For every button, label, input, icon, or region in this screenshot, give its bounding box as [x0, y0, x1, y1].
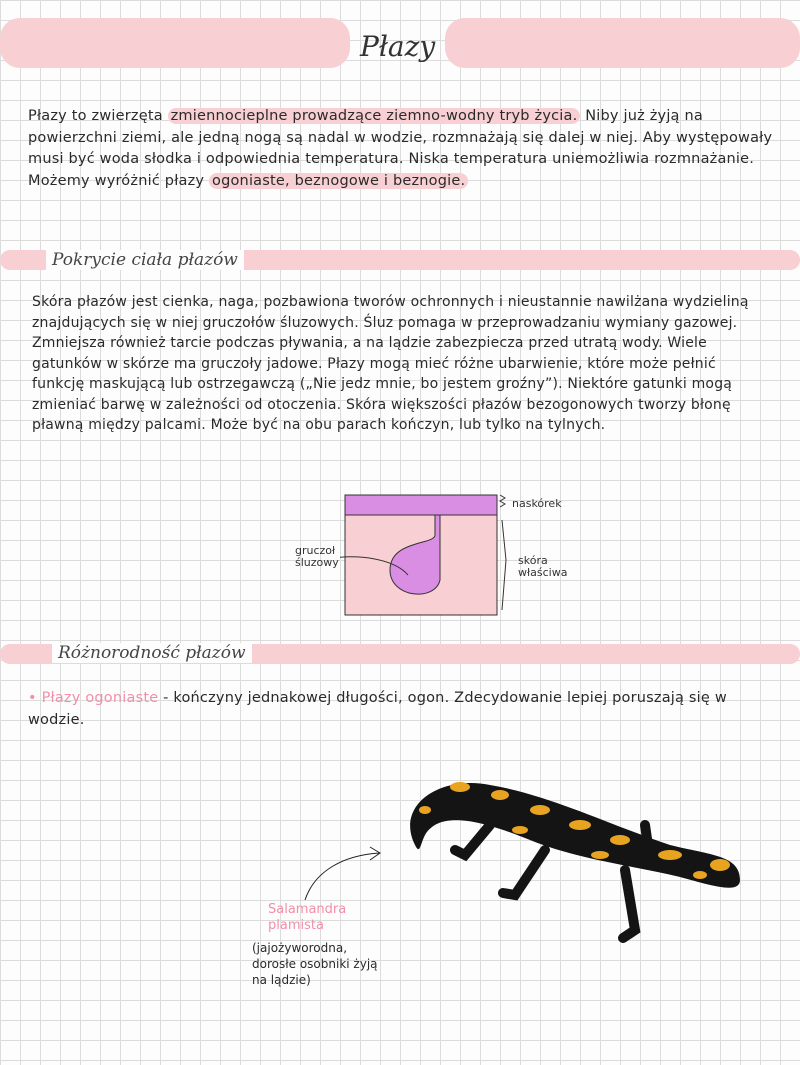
- arrow-icon: [300, 845, 390, 905]
- intro-text-2: Niby już żyją na powierzchni ziemi, ale jedną nogą są nadal w wodzie, rozmnażają się dalej w niej. Aby występowały musi być woda słodka i odpowiednia temperatura. Niska temperatura uniemożliwia rozmnażanie. Możemy wyróżnić płazy: [28, 108, 773, 189]
- label-epidermis: naskórek: [512, 497, 562, 510]
- skin-paragraph: Skóra płazów jest cienka, naga, pozbawiona tworów ochronnych i nieustannie nawilżana wydzieliną znajdujących się w niej gruczołów śluzowych. Śluz pomaga w przeprowadzaniu wymiany gazowej. Zmniejsza również tarcie podczas pływania, a na lądzie zabezpiecza przed utratą wody. Wiele gatunków w skórze ma gruczoły jadowe. Płazy mogą mieć różne ubarwienie, które może pełnić funkcję maskującą lub ostrzegawczą („Nie jedz mnie, bo jestem groźny”). Niektóre gatunki mogą zmieniać barwę w zależności od otoczenia. Skóra większości płazów bezogonowych tworzy błonę pławną między palcami. Może być na obu parach kończyn, lub tylko na tylnych.: [32, 294, 749, 433]
- animal-name: Salamandra plamista: [268, 902, 347, 933]
- intro-highlight-1: zmiennocieplne prowadzące ziemno-wodny tryb życia.: [168, 108, 581, 124]
- skin-diagram-drawing: [340, 490, 620, 630]
- salamander-image: [380, 765, 760, 965]
- bullet-item: [28, 688, 768, 731]
- skin-diagram: [295, 490, 620, 630]
- label-dermis: skóra właściwa: [518, 554, 568, 579]
- intro-text-1: Płazy to zwierzęta: [28, 108, 163, 124]
- bullet-term: Płazy ogoniaste: [41, 690, 159, 706]
- bullet-text: - kończyny jednakowej długości, ogon. Zdecydowanie lepiej poruszają się w wodzie.: [28, 690, 727, 728]
- intro-highlight-2: ogoniaste, beznogowe i beznogie.: [209, 173, 468, 189]
- animal-note: (jajożyworodna, dorosłe osobniki żyją na lądzie): [252, 941, 378, 987]
- section1-heading: Pokrycie ciała płazów: [46, 250, 244, 270]
- intro-paragraph: [28, 106, 778, 192]
- title-band-left: [0, 18, 350, 68]
- section2-heading: Różnorodność płazów: [52, 643, 252, 663]
- title-band-right: [445, 18, 800, 68]
- label-mucous-gland: gruczoł śluzowy: [295, 544, 339, 569]
- bullet-dot: •: [28, 690, 42, 706]
- page-title: Płazy: [360, 30, 436, 63]
